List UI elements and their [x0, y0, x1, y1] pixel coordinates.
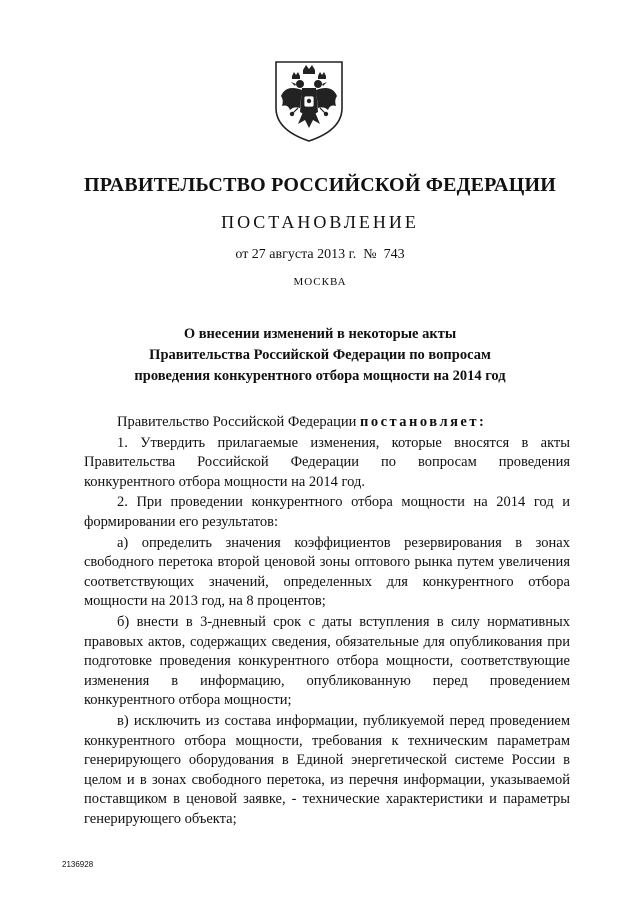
subject-line-2: Правительства Российской Федерации по вопросам	[149, 347, 491, 363]
subject-line-3: проведения конкурентного отбора мощности на 2014 год	[134, 368, 506, 384]
intro-text: Правительство Российской Федерации	[117, 414, 357, 430]
document-city: МОСКВА	[293, 276, 347, 288]
government-title: ПРАВИТЕЛЬСТВО РОССИЙСКОЙ ФЕДЕРАЦИИ	[84, 174, 556, 196]
paragraph-2: 2. При проведении конкурентного отбора мощности на 2014 год и формировании его результатов:	[84, 494, 570, 530]
document-code: 2136928	[62, 860, 94, 869]
document-subject	[100, 324, 540, 387]
paragraph-2a: а) определить значения коэффициентов резервирования в зонах свободного перетока второй ценовой зоны оптового рынка путем увеличения соответствующих значений, определенных для конкурентного отбора мощности на 2013 год, на 8 процентов;	[84, 534, 570, 610]
paragraph-2b: б) внести в 3-дневный срок с даты вступления в силу нормативных правовых актов, содержащих сведения, обязательные для опубликования при подготовке проведения конкурентного отбора мощности, соответствующие изменения в информацию, опубликованную перед проведением конкурентного отбора мощности;	[84, 613, 570, 709]
russian-coat-of-arms-icon	[272, 58, 346, 144]
document-date-number: от 27 августа 2013 г. № 743	[235, 247, 405, 262]
intro-paragraph	[84, 413, 570, 433]
paragraph-2c: в) исключить из состава информации, публикуемой перед проведением конкурентного отбора мощности, требования к техническим параметрам генерирующего оборудования в Единой энергетической системе России в целом и в зонах свободного перетока, из перечня информации, указываемой поставщиком в ценовой заявке, - технические характеристики и параметры генерирующего объекта;	[84, 712, 570, 827]
document-body	[84, 413, 570, 829]
document-type: ПОСТАНОВЛЕНИЕ	[221, 212, 419, 232]
subject-line-1: О внесении изменений в некоторые акты	[183, 326, 457, 342]
paragraph-1: 1. Утвердить прилагаемые изменения, которые вносятся в акты Правительства Российской Федерации по вопросам проведения конкурентного отбора мощности на 2014 год.	[84, 434, 570, 490]
intro-verb: постановляет:	[359, 414, 487, 430]
